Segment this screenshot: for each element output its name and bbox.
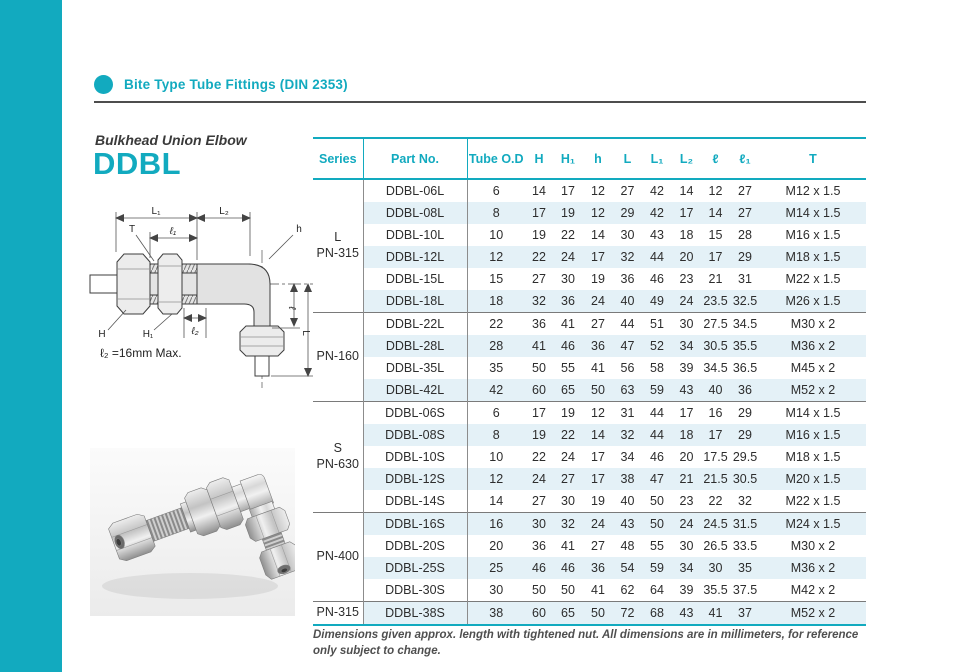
table-row	[313, 224, 866, 246]
dim-cell: 8	[467, 424, 525, 446]
table-row	[313, 268, 866, 290]
dim-cell: 36	[583, 335, 613, 357]
dim-cell: M30 x 2	[790, 539, 836, 553]
dim-cell: M36 x 2	[760, 335, 866, 357]
column-header: H₁	[553, 138, 583, 179]
dim-cell: 8	[467, 202, 525, 224]
dim-cell: 50	[583, 602, 613, 626]
dim-cell: 17	[561, 184, 575, 198]
dim-cell: 12	[591, 184, 605, 198]
dim-cell: 24	[553, 246, 583, 268]
dim-cell: M20 x 1.5	[760, 468, 866, 490]
series-cell: PN-315	[313, 602, 363, 626]
dim-cell: 46	[650, 450, 664, 464]
dim-cell: M22 x 1.5	[785, 272, 841, 286]
part-no-cell: DDBL-08S	[363, 424, 467, 446]
dim-cell: 35.5	[730, 335, 760, 357]
bullet-icon	[94, 75, 113, 94]
dim-cell: 34	[672, 557, 701, 579]
dim-cell: 22	[467, 313, 525, 336]
part-no-cell: DDBL-30S	[363, 579, 467, 602]
dim-cell: 16	[701, 402, 730, 425]
dim-cell: 29.5	[732, 450, 758, 464]
drawing-note: ℓ₂ =16mm Max.	[100, 346, 182, 360]
table-header	[313, 138, 866, 179]
dim-cell: 27	[532, 272, 546, 286]
dim-cell: 34.5	[730, 313, 760, 336]
dim-cell: 50	[561, 583, 575, 597]
dim-cell: 32.5	[730, 290, 760, 313]
part-no-cell: DDBL-12S	[363, 468, 467, 490]
dim-cell: 12	[467, 468, 525, 490]
dim-cell: 43	[613, 513, 642, 536]
dim-cell: 15	[708, 228, 723, 242]
part-no-cell: DDBL-42L	[363, 379, 467, 402]
part-no-cell: DDBL-38S	[363, 602, 467, 626]
dim-cell: M14 x 1.5	[760, 202, 866, 224]
dim-cell: 22	[708, 494, 723, 508]
dim-cell: 18	[672, 424, 701, 446]
dim-cell: 17	[672, 202, 701, 224]
table-row	[313, 179, 866, 202]
label-H: H	[98, 329, 106, 340]
dim-cell: 59	[642, 379, 672, 402]
dim-cell: 36	[620, 272, 635, 286]
dim-cell: 18	[679, 228, 694, 242]
dim-cell: 36	[730, 379, 760, 402]
dim-cell: 43	[650, 228, 664, 242]
technical-drawing	[88, 198, 328, 390]
dim-cell: 38	[613, 468, 642, 490]
dim-cell: 16	[467, 513, 525, 536]
dim-cell: 12	[467, 246, 525, 268]
dim-cell: 29	[730, 246, 760, 268]
dim-cell: 19	[532, 228, 546, 242]
dim-cell: 23	[679, 494, 694, 508]
part-no-cell: DDBL-25S	[363, 557, 467, 579]
table-row	[313, 402, 866, 425]
dim-cell: M36 x 2	[760, 557, 866, 579]
dim-cell: 36	[525, 313, 553, 336]
dim-cell: 24.5	[701, 513, 730, 536]
dim-cell: 50	[583, 379, 613, 402]
dim-cell: M42 x 2	[790, 583, 836, 597]
dim-cell: 49	[642, 290, 672, 313]
dim-cell: 21.5	[701, 468, 730, 490]
dim-cell: 24	[583, 513, 613, 536]
dim-cell: 19	[525, 424, 553, 446]
dim-cell: M30 x 2	[760, 313, 866, 336]
dim-cell: 22	[525, 246, 553, 268]
dim-cell: 21	[672, 468, 701, 490]
product-subtitle: Bulkhead Union Elbow	[95, 132, 247, 148]
dim-cell: 22	[561, 228, 575, 242]
dim-cell: 35	[489, 361, 504, 375]
dim-cell: M52 x 2	[760, 379, 866, 402]
table-row	[313, 290, 866, 313]
dim-cell: 14	[679, 184, 694, 198]
dim-cell: 41	[561, 539, 575, 553]
dim-cell: 32	[613, 424, 642, 446]
table-row	[313, 335, 866, 357]
part-no-cell: DDBL-28L	[363, 335, 467, 357]
dim-cell: 40	[613, 290, 642, 313]
dim-cell: 17	[583, 468, 613, 490]
dim-cell: 29	[730, 424, 760, 446]
dim-cell: 36	[553, 290, 583, 313]
dim-cell: 41	[701, 602, 730, 626]
dim-cell: 51	[642, 313, 672, 336]
fitting-table	[313, 137, 866, 626]
dim-cell: 19	[553, 202, 583, 224]
part-no-cell: DDBL-06L	[363, 179, 467, 202]
column-header: L₂	[672, 138, 701, 179]
dim-cell: 34.5	[703, 361, 728, 375]
dim-cell: 55	[561, 361, 575, 375]
dim-cell: 20	[672, 246, 701, 268]
product-series-code: DDBL	[93, 146, 182, 181]
part-no-cell: DDBL-08L	[363, 202, 467, 224]
dim-cell: 17	[672, 402, 701, 425]
column-header: H	[525, 138, 553, 179]
label-H1: H₁	[142, 329, 154, 340]
dimensions-table	[313, 137, 866, 626]
dim-cell: 39	[679, 583, 694, 597]
dim-cell: 41	[525, 335, 553, 357]
dim-cell: 32	[553, 513, 583, 536]
part-no-cell: DDBL-15L	[363, 268, 467, 290]
dim-cell: 30	[620, 228, 635, 242]
dim-cell: 35	[730, 557, 760, 579]
dim-cell: 24	[561, 450, 575, 464]
dim-cell: 30	[679, 539, 694, 553]
dim-cell: 27	[620, 184, 635, 198]
dim-cell: 46	[650, 272, 664, 286]
dim-cell: 63	[613, 379, 642, 402]
dim-cell: 17	[583, 246, 613, 268]
label-l2: ℓ₂	[191, 326, 199, 337]
dim-cell: 55	[650, 539, 664, 553]
dim-cell: 31	[613, 402, 642, 425]
dim-cell: 43	[672, 379, 701, 402]
dim-cell: 60	[525, 602, 553, 626]
dim-cell: 30	[701, 557, 730, 579]
dim-cell: 32	[613, 246, 642, 268]
dim-cell: 6	[492, 184, 500, 198]
column-header: Series	[313, 138, 363, 179]
dim-cell: 27	[583, 313, 613, 336]
label-T: T	[128, 224, 136, 235]
dim-cell: 20	[489, 539, 504, 553]
dim-cell: 30	[672, 313, 701, 336]
dim-cell: 65	[553, 602, 583, 626]
dim-cell: 50	[532, 583, 546, 597]
dim-cell: 19	[591, 272, 605, 286]
dim-cell: 30.5	[730, 468, 760, 490]
dim-cell: 19	[553, 402, 583, 425]
table-row	[313, 468, 866, 490]
table-row	[313, 446, 866, 468]
dim-cell: 12	[708, 184, 723, 198]
dim-cell: 22	[553, 424, 583, 446]
dim-cell: 24	[672, 513, 701, 536]
table-row	[313, 513, 866, 536]
dim-cell: 44	[642, 246, 672, 268]
dim-cell: 31.5	[730, 513, 760, 536]
table-row	[313, 424, 866, 446]
column-header: L₁	[642, 138, 672, 179]
dim-cell: 17	[525, 202, 553, 224]
label-L2: L₂	[219, 206, 229, 217]
part-no-cell: DDBL-12L	[363, 246, 467, 268]
dim-cell: 48	[620, 539, 635, 553]
part-no-cell: DDBL-10L	[363, 224, 467, 246]
dim-cell: 20	[679, 450, 694, 464]
dim-cell: 36	[532, 539, 546, 553]
table-row	[313, 357, 866, 379]
dim-cell: 50	[642, 513, 672, 536]
dim-cell: 10	[489, 450, 504, 464]
dim-cell: 32	[525, 290, 553, 313]
dim-cell: 6	[467, 402, 525, 425]
dim-cell: 37.5	[732, 583, 758, 597]
dim-cell: 14	[489, 494, 504, 508]
column-header: T	[760, 138, 866, 179]
dim-cell: 56	[620, 361, 635, 375]
dim-cell: 22	[532, 450, 546, 464]
dim-cell: 43	[672, 602, 701, 626]
dim-cell: 38	[467, 602, 525, 626]
column-header: Tube O.D	[467, 138, 525, 179]
dim-cell: 23	[679, 272, 694, 286]
dim-cell: 17	[591, 450, 605, 464]
part-no-cell: DDBL-14S	[363, 490, 467, 513]
dim-cell: 25	[467, 557, 525, 579]
part-no-cell: DDBL-20S	[363, 535, 467, 557]
dim-cell: 33.5	[732, 539, 758, 553]
label-l1: ℓ₁	[169, 226, 177, 237]
dim-cell: 26.5	[703, 539, 728, 553]
dim-cell: 30	[489, 583, 504, 597]
series-cell: L PN-315	[313, 179, 363, 313]
dim-cell: 30	[561, 494, 575, 508]
column-header: ℓ₁	[730, 138, 760, 179]
dim-cell: 59	[642, 557, 672, 579]
dim-cell: M14 x 1.5	[760, 402, 866, 425]
dim-cell: M52 x 2	[760, 602, 866, 626]
dim-cell: 64	[650, 583, 664, 597]
dim-cell: 30.5	[701, 335, 730, 357]
part-no-cell: DDBL-06S	[363, 402, 467, 425]
dim-cell: 28	[467, 335, 525, 357]
dim-cell: M18 x 1.5	[785, 450, 841, 464]
part-no-cell: DDBL-10S	[363, 446, 467, 468]
dim-cell: 17.5	[703, 450, 728, 464]
dim-cell: 34	[620, 450, 635, 464]
table-row	[313, 557, 866, 579]
dim-cell: 44	[642, 424, 672, 446]
left-accent-band	[0, 0, 62, 672]
dim-cell: 52	[642, 335, 672, 357]
dim-cell: 14	[701, 202, 730, 224]
dim-cell: 42	[650, 184, 664, 198]
column-header: ℓ	[701, 138, 730, 179]
column-header: h	[583, 138, 613, 179]
dim-cell: 46	[553, 335, 583, 357]
dim-cell: 40	[620, 494, 635, 508]
dim-cell: 15	[489, 272, 504, 286]
dim-cell: 35.5	[703, 583, 728, 597]
dim-cell: 46	[553, 557, 583, 579]
product-photo	[90, 448, 295, 616]
dim-cell: 54	[613, 557, 642, 579]
dim-cell: 34	[672, 335, 701, 357]
header-rule	[94, 101, 866, 103]
dim-cell: 30	[561, 272, 575, 286]
column-header: Part No.	[363, 138, 467, 179]
series-cell: PN-160	[313, 313, 363, 402]
table-row	[313, 602, 866, 626]
dim-cell: 44	[642, 402, 672, 425]
dim-cell: 27	[591, 539, 605, 553]
page-header	[94, 75, 348, 94]
dim-cell: 14	[532, 184, 546, 198]
dim-cell: 41	[591, 361, 605, 375]
dim-cell: 24	[525, 468, 553, 490]
dim-cell: 72	[613, 602, 642, 626]
dim-cell: 50	[650, 494, 664, 508]
dim-cell: 47	[642, 468, 672, 490]
series-cell: PN-400	[313, 513, 363, 602]
part-no-cell: DDBL-16S	[363, 513, 467, 536]
dim-cell: 29	[730, 402, 760, 425]
table-row	[313, 202, 866, 224]
dim-cell: 31	[738, 272, 752, 286]
dim-cell: 36	[583, 557, 613, 579]
dim-cell: M18 x 1.5	[760, 246, 866, 268]
dim-cell: 10	[489, 228, 504, 242]
dim-cell: M26 x 1.5	[760, 290, 866, 313]
table-row	[313, 535, 866, 557]
dim-cell: 17	[701, 246, 730, 268]
dim-cell: 65	[553, 379, 583, 402]
label-h: h	[296, 224, 302, 235]
column-header: L	[613, 138, 642, 179]
dim-cell: 29	[613, 202, 642, 224]
dim-cell: 27	[730, 202, 760, 224]
dim-cell: 12	[583, 202, 613, 224]
table-row	[313, 313, 866, 336]
series-cell: S PN-630	[313, 402, 363, 513]
section-title: Bite Type Tube Fittings (DIN 2353)	[124, 77, 348, 92]
dim-cell: 12	[583, 402, 613, 425]
dim-cell: M16 x 1.5	[760, 424, 866, 446]
dim-cell: 44	[613, 313, 642, 336]
table-row	[313, 246, 866, 268]
dim-cell: 19	[591, 494, 605, 508]
dim-cell: M22 x 1.5	[785, 494, 841, 508]
dim-cell: 14	[583, 424, 613, 446]
label-ell: ℓ	[286, 306, 297, 310]
dim-cell: 39	[679, 361, 694, 375]
dim-cell: 27	[553, 468, 583, 490]
dim-cell: 60	[525, 379, 553, 402]
dim-cell: 17	[701, 424, 730, 446]
footnote: Dimensions given approx. length with tightened nut. All dimensions are in millimeters, for reference only subject to change.	[313, 629, 859, 657]
dim-cell: 27	[738, 184, 752, 198]
dim-cell: 50	[532, 361, 546, 375]
fitting-table-body	[313, 179, 866, 625]
dim-cell: 36.5	[732, 361, 758, 375]
dim-cell: 14	[591, 228, 605, 242]
dim-cell: 18	[467, 290, 525, 313]
dim-cell: 42	[467, 379, 525, 402]
part-no-cell: DDBL-18L	[363, 290, 467, 313]
table-row	[313, 379, 866, 402]
dim-cell: 42	[642, 202, 672, 224]
dim-cell: 27	[532, 494, 546, 508]
dim-cell: 17	[525, 402, 553, 425]
dim-cell: 24	[583, 290, 613, 313]
photo-shadow	[102, 573, 278, 599]
part-no-cell: DDBL-22L	[363, 313, 467, 336]
dim-cell: 24	[672, 290, 701, 313]
dim-cell: 68	[642, 602, 672, 626]
dim-cell: 41	[553, 313, 583, 336]
dim-cell: 28	[738, 228, 752, 242]
label-L: L	[300, 330, 311, 336]
dim-cell: M12 x 1.5	[785, 184, 841, 198]
dim-cell: 46	[525, 557, 553, 579]
dim-cell: 23.5	[701, 290, 730, 313]
dim-cell: 41	[591, 583, 605, 597]
dim-cell: 30	[525, 513, 553, 536]
dim-cell: M16 x 1.5	[785, 228, 841, 242]
dim-cell: M45 x 2	[790, 361, 836, 375]
dim-cell: 21	[708, 272, 723, 286]
dim-cell: 40	[701, 379, 730, 402]
part-no-cell: DDBL-35L	[363, 357, 467, 379]
dim-cell: 62	[620, 583, 635, 597]
dim-cell: 47	[613, 335, 642, 357]
dim-cell: 58	[650, 361, 664, 375]
dim-cell: 37	[730, 602, 760, 626]
dim-cell: 32	[738, 494, 752, 508]
label-L1: L₁	[151, 206, 161, 217]
table-row	[313, 579, 866, 602]
dim-cell: M24 x 1.5	[760, 513, 866, 536]
table-row	[313, 490, 866, 513]
dim-cell: 27.5	[701, 313, 730, 336]
